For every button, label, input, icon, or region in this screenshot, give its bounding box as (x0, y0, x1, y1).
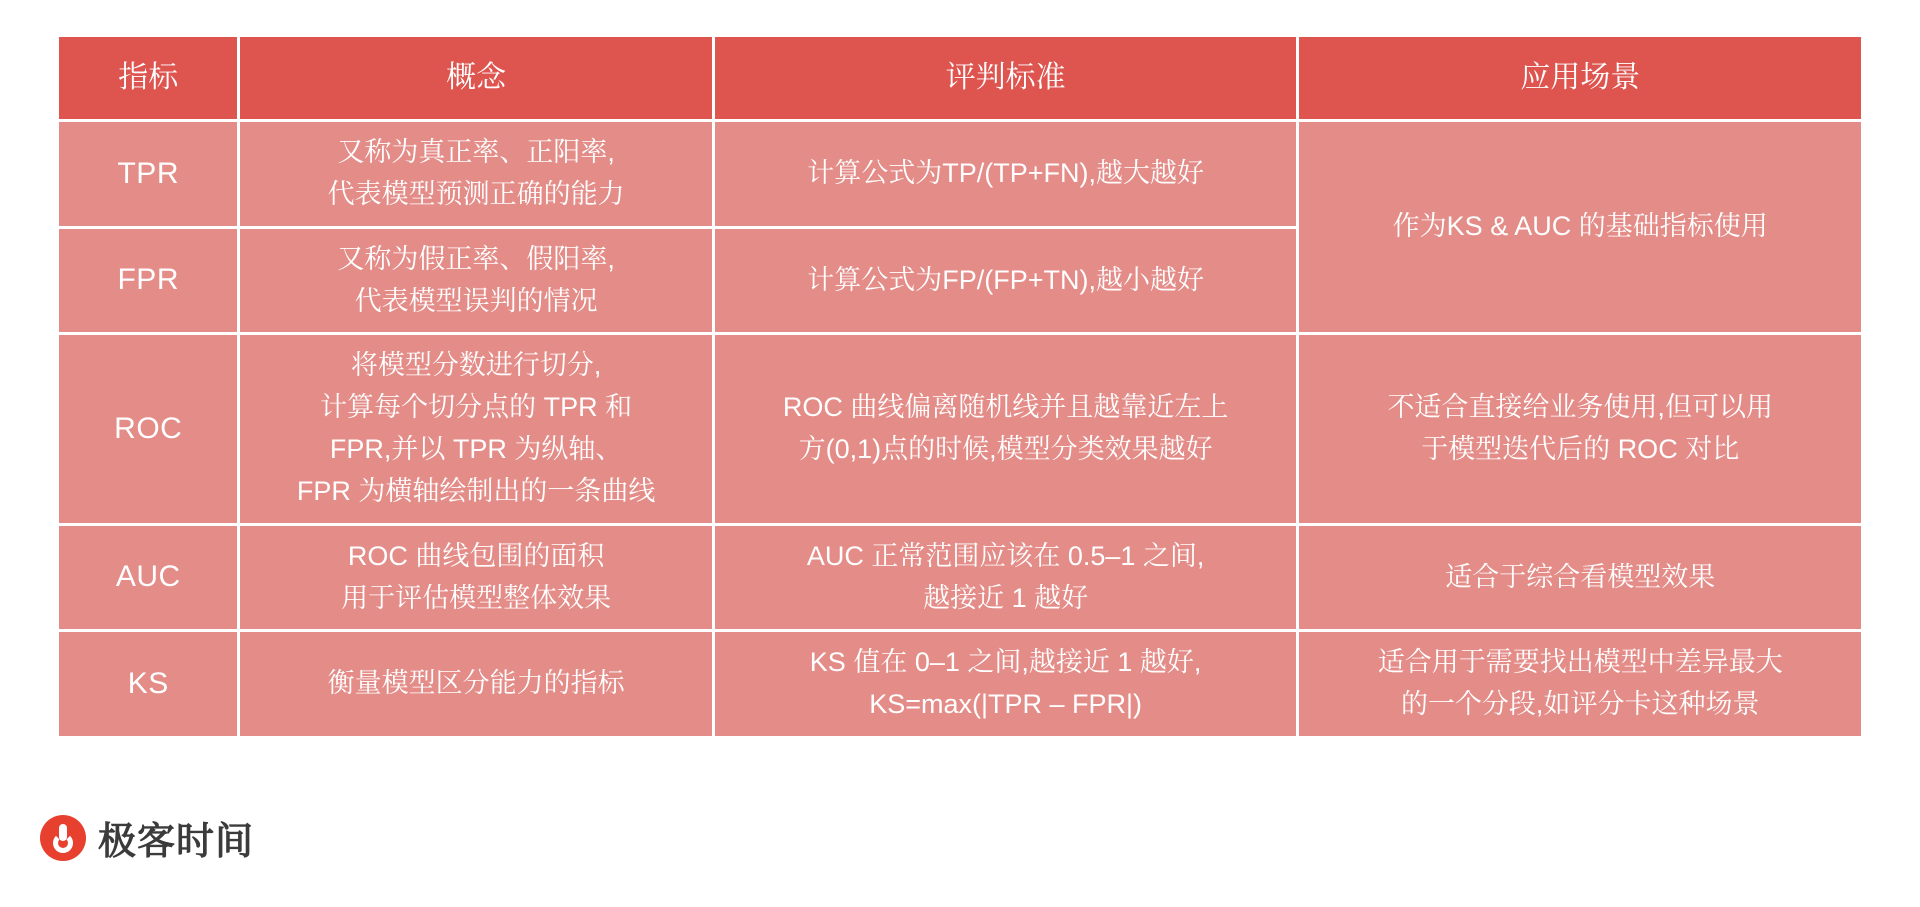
concept-line: FPR,并以 TPR 为纵轴、 (329, 434, 623, 465)
concept-line: ROC 曲线包围的面积 (347, 540, 605, 571)
concept-line: 代表模型预测正确的能力 (327, 178, 625, 209)
concept-cell (240, 526, 711, 630)
branding-logo (40, 810, 254, 865)
criteria-cell (715, 632, 1297, 736)
concept-cell (240, 335, 711, 522)
table-body (59, 122, 1861, 736)
concept-cell (240, 122, 711, 226)
scene-line: 适合用于需要找出模型中差异最大 (1377, 647, 1783, 678)
concept-line: 计算每个切分点的 TPR 和 (320, 392, 633, 423)
metrics-table (56, 34, 1864, 739)
metric-cell: KS (59, 632, 237, 736)
criteria-line: 方(0,1)点的时候,模型分类效果越好 (798, 434, 1213, 465)
concept-cell (240, 229, 711, 333)
table-header-row (59, 37, 1861, 119)
criteria-cell (715, 229, 1297, 333)
metric-cell: AUC (59, 526, 237, 630)
concept-line: 用于评估模型整体效果 (341, 582, 612, 613)
metric-cell: ROC (59, 335, 237, 522)
table-row (59, 526, 1861, 630)
brand-name: 极客时间 (98, 821, 255, 863)
criteria-line: 计算公式为TP/(TP+FN),越大越好 (807, 157, 1204, 188)
scene-cell (1299, 122, 1861, 332)
concept-line: 又称为假正率、假阳率, (337, 243, 615, 274)
scene-cell (1299, 335, 1861, 522)
column-header-concept: 概念 (240, 37, 711, 119)
scene-line: 作为KS & AUC 的基础指标使用 (1392, 211, 1768, 242)
geek-time-logo-icon (40, 815, 86, 861)
scene-line: 适合于综合看模型效果 (1445, 561, 1716, 592)
concept-line: FPR 为横轴绘制出的一条曲线 (296, 475, 656, 506)
column-header-metric: 指标 (59, 37, 237, 119)
table-row (59, 122, 1861, 226)
criteria-line: ROC 曲线偏离随机线并且越靠近左上 (782, 392, 1229, 423)
criteria-cell (715, 335, 1297, 522)
metric-cell: TPR (59, 122, 237, 226)
criteria-cell (715, 122, 1297, 226)
column-header-scene: 应用场景 (1299, 37, 1861, 119)
criteria-line: 计算公式为FP/(FP+TN),越小越好 (807, 264, 1204, 295)
criteria-line: AUC 正常范围应该在 0.5–1 之间, (806, 540, 1205, 571)
concept-line: 衡量模型区分能力的指标 (327, 668, 625, 699)
criteria-line: KS 值在 0–1 之间,越接近 1 越好, (809, 647, 1202, 678)
concept-line: 将模型分数进行切分, (350, 350, 602, 381)
column-header-criteria: 评判标准 (715, 37, 1297, 119)
scene-cell (1299, 632, 1861, 736)
concept-line: 代表模型误判的情况 (354, 285, 598, 316)
table-row (59, 335, 1861, 522)
scene-line: 于模型迭代后的 ROC 对比 (1421, 434, 1740, 465)
metric-cell: FPR (59, 229, 237, 333)
scene-line: 的一个分段,如评分卡这种场景 (1400, 689, 1760, 720)
scene-line: 不适合直接给业务使用,但可以用 (1387, 392, 1773, 423)
table-head (59, 37, 1861, 119)
criteria-cell (715, 526, 1297, 630)
table-row (59, 632, 1861, 736)
concept-line: 又称为真正率、正阳率, (337, 137, 615, 167)
criteria-line: KS=max(|TPR – FPR|) (869, 689, 1143, 720)
criteria-line: 越接近 1 越好 (923, 582, 1089, 613)
scene-cell (1299, 526, 1861, 630)
concept-cell (240, 632, 711, 736)
